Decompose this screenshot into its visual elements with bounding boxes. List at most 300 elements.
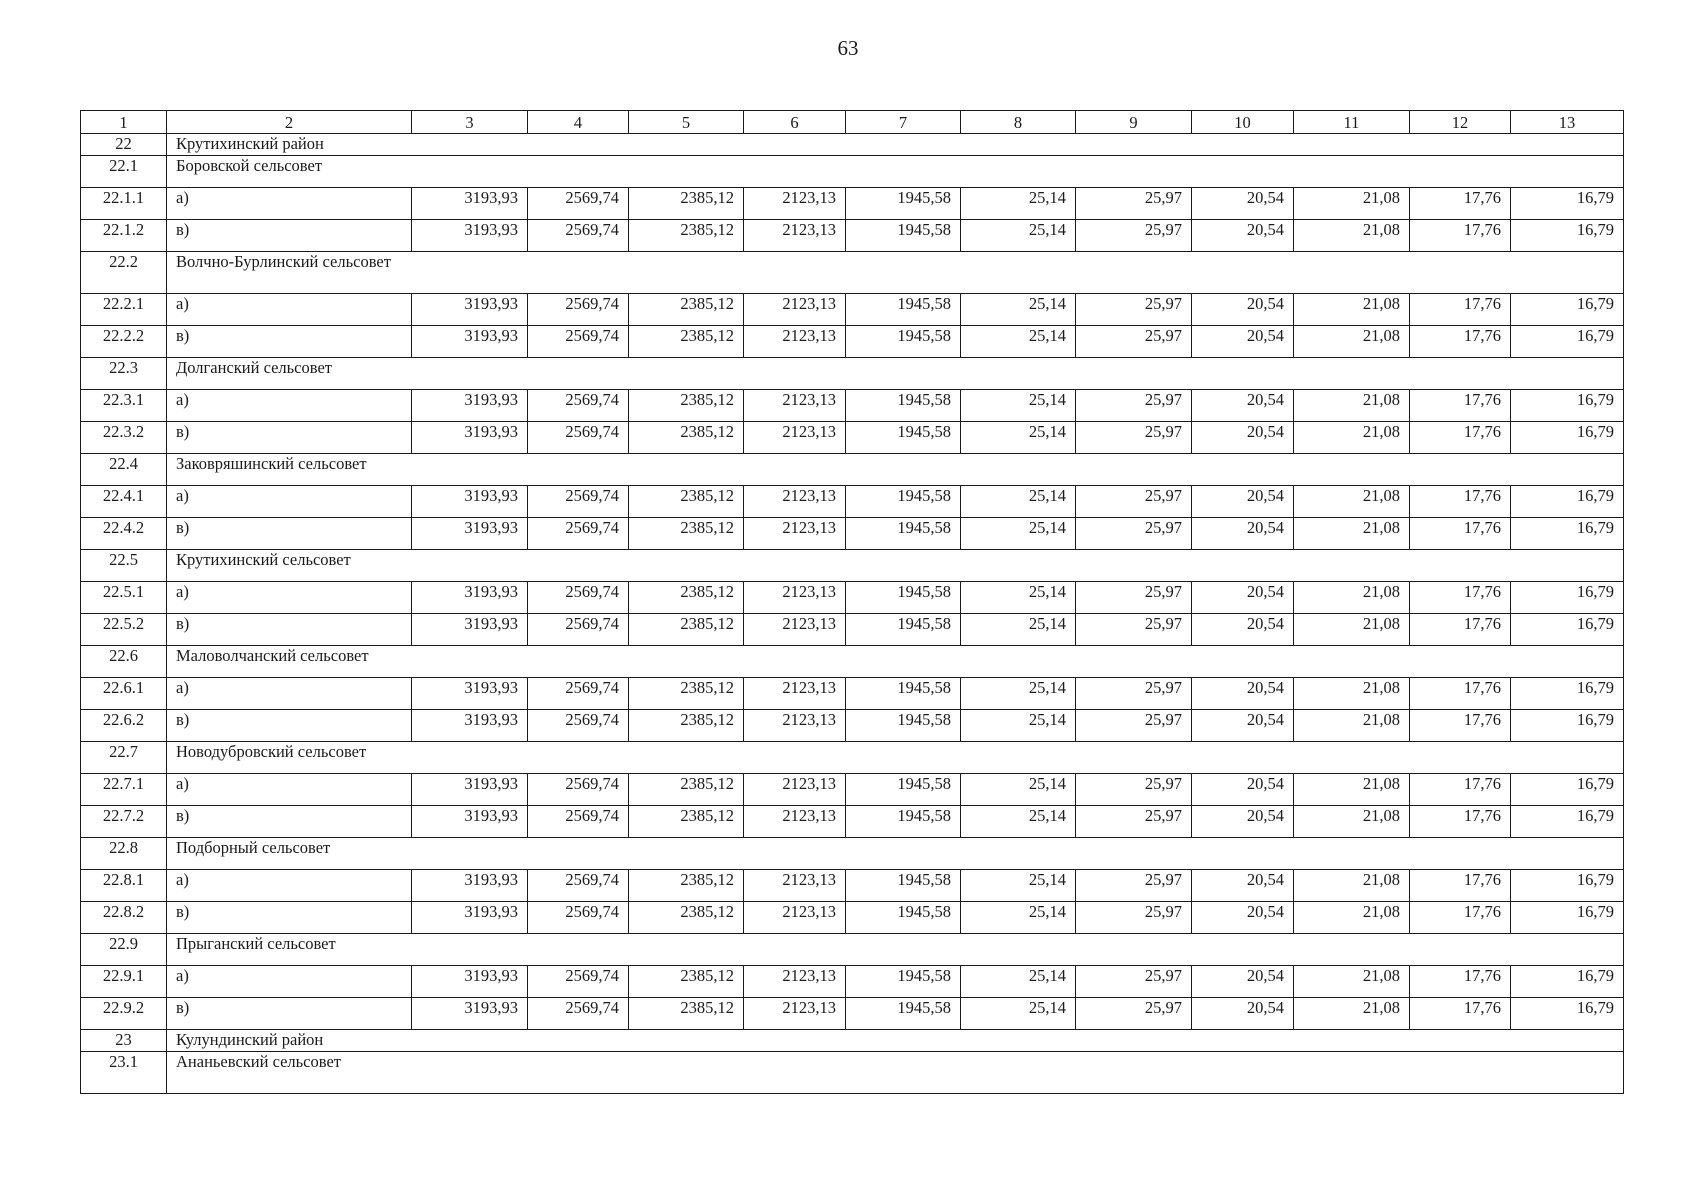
value-cell: 17,76 (1410, 390, 1511, 422)
value-cell: 17,76 (1410, 220, 1511, 252)
data-row (81, 582, 1624, 614)
value-cell: 16,79 (1511, 678, 1624, 710)
value-cell: 17,76 (1410, 614, 1511, 646)
council-name-cell: Боровской сельсовет (167, 156, 1624, 188)
council-row (81, 838, 1624, 870)
council-row (81, 1052, 1624, 1094)
row-number-cell: 22.3 (81, 358, 167, 390)
value-cell: 20,54 (1192, 806, 1294, 838)
value-cell: 16,79 (1511, 966, 1624, 998)
column-number-cell: 9 (1076, 111, 1192, 134)
row-number-cell: 22.2.1 (81, 294, 167, 326)
value-cell: 21,08 (1294, 486, 1410, 518)
council-name-cell: Крутихинский сельсовет (167, 550, 1624, 582)
value-cell: 25,97 (1076, 998, 1192, 1030)
value-cell: 2385,12 (629, 294, 744, 326)
value-cell: 25,97 (1076, 678, 1192, 710)
value-cell: 25,14 (961, 614, 1076, 646)
value-cell: 2123,13 (744, 486, 846, 518)
value-cell: 1945,58 (846, 294, 961, 326)
value-cell: 20,54 (1192, 710, 1294, 742)
data-row (81, 806, 1624, 838)
value-cell: 17,76 (1410, 518, 1511, 550)
value-cell: 20,54 (1192, 678, 1294, 710)
value-cell: 17,76 (1410, 870, 1511, 902)
data-row (81, 678, 1624, 710)
value-cell: 2123,13 (744, 188, 846, 220)
value-cell: 25,97 (1076, 870, 1192, 902)
value-cell: 25,14 (961, 294, 1076, 326)
value-cell: 2569,74 (528, 486, 629, 518)
value-cell: 20,54 (1192, 486, 1294, 518)
value-cell: 1945,58 (846, 774, 961, 806)
value-cell: 2385,12 (629, 390, 744, 422)
value-cell: 3193,93 (412, 294, 528, 326)
tariff-table (80, 110, 1624, 1094)
row-number-cell: 22.5.2 (81, 614, 167, 646)
value-cell: 1945,58 (846, 998, 961, 1030)
row-number-cell: 22.2.2 (81, 326, 167, 358)
value-cell: 3193,93 (412, 486, 528, 518)
value-cell: 2123,13 (744, 390, 846, 422)
column-number-cell: 11 (1294, 111, 1410, 134)
variant-label-cell: в) (167, 998, 412, 1030)
row-number-cell: 22.1 (81, 156, 167, 188)
value-cell: 2569,74 (528, 582, 629, 614)
column-number-cell: 10 (1192, 111, 1294, 134)
value-cell: 20,54 (1192, 294, 1294, 326)
value-cell: 2385,12 (629, 774, 744, 806)
data-row (81, 390, 1624, 422)
value-cell: 20,54 (1192, 966, 1294, 998)
row-number-cell: 22.2 (81, 252, 167, 294)
value-cell: 16,79 (1511, 486, 1624, 518)
value-cell: 16,79 (1511, 998, 1624, 1030)
value-cell: 20,54 (1192, 220, 1294, 252)
column-number-cell: 2 (167, 111, 412, 134)
value-cell: 25,14 (961, 902, 1076, 934)
value-cell: 20,54 (1192, 998, 1294, 1030)
value-cell: 25,97 (1076, 188, 1192, 220)
variant-label-cell: а) (167, 390, 412, 422)
value-cell: 3193,93 (412, 422, 528, 454)
value-cell: 2569,74 (528, 998, 629, 1030)
value-cell: 3193,93 (412, 518, 528, 550)
column-number-cell: 4 (528, 111, 629, 134)
value-cell: 21,08 (1294, 390, 1410, 422)
value-cell: 17,76 (1410, 326, 1511, 358)
column-number-cell: 12 (1410, 111, 1511, 134)
value-cell: 20,54 (1192, 774, 1294, 806)
value-cell: 2569,74 (528, 806, 629, 838)
value-cell: 2569,74 (528, 870, 629, 902)
value-cell: 20,54 (1192, 902, 1294, 934)
variant-label-cell: а) (167, 678, 412, 710)
value-cell: 2123,13 (744, 710, 846, 742)
value-cell: 3193,93 (412, 390, 528, 422)
council-row (81, 358, 1624, 390)
value-cell: 2123,13 (744, 422, 846, 454)
value-cell: 21,08 (1294, 188, 1410, 220)
value-cell: 2385,12 (629, 188, 744, 220)
council-row (81, 252, 1624, 294)
variant-label-cell: а) (167, 188, 412, 220)
value-cell: 16,79 (1511, 390, 1624, 422)
value-cell: 25,97 (1076, 422, 1192, 454)
value-cell: 3193,93 (412, 188, 528, 220)
value-cell: 3193,93 (412, 902, 528, 934)
data-row (81, 998, 1624, 1030)
value-cell: 3193,93 (412, 678, 528, 710)
column-number-cell: 13 (1511, 111, 1624, 134)
row-number-cell: 22.6.1 (81, 678, 167, 710)
data-row (81, 326, 1624, 358)
value-cell: 20,54 (1192, 188, 1294, 220)
value-cell: 25,14 (961, 870, 1076, 902)
value-cell: 3193,93 (412, 998, 528, 1030)
value-cell: 16,79 (1511, 870, 1624, 902)
council-row (81, 646, 1624, 678)
value-cell: 3193,93 (412, 966, 528, 998)
value-cell: 17,76 (1410, 902, 1511, 934)
council-name-cell: Ананьевский сельсовет (167, 1052, 1624, 1094)
row-number-cell: 22.1.2 (81, 220, 167, 252)
value-cell: 21,08 (1294, 774, 1410, 806)
value-cell: 21,08 (1294, 998, 1410, 1030)
row-number-cell: 22.4.2 (81, 518, 167, 550)
value-cell: 1945,58 (846, 966, 961, 998)
value-cell: 25,97 (1076, 710, 1192, 742)
data-row (81, 422, 1624, 454)
value-cell: 2385,12 (629, 998, 744, 1030)
row-number-cell: 22.3.2 (81, 422, 167, 454)
data-row (81, 966, 1624, 998)
value-cell: 3193,93 (412, 614, 528, 646)
value-cell: 2123,13 (744, 806, 846, 838)
row-number-cell: 22.5.1 (81, 582, 167, 614)
value-cell: 2123,13 (744, 220, 846, 252)
row-number-cell: 23.1 (81, 1052, 167, 1094)
value-cell: 20,54 (1192, 582, 1294, 614)
value-cell: 21,08 (1294, 294, 1410, 326)
value-cell: 25,14 (961, 774, 1076, 806)
data-row (81, 902, 1624, 934)
value-cell: 16,79 (1511, 422, 1624, 454)
value-cell: 2385,12 (629, 806, 744, 838)
value-cell: 25,97 (1076, 966, 1192, 998)
value-cell: 16,79 (1511, 710, 1624, 742)
value-cell: 1945,58 (846, 220, 961, 252)
value-cell: 16,79 (1511, 902, 1624, 934)
value-cell: 1945,58 (846, 870, 961, 902)
row-number-cell: 22.8.1 (81, 870, 167, 902)
value-cell: 25,14 (961, 678, 1076, 710)
value-cell: 17,76 (1410, 774, 1511, 806)
value-cell: 16,79 (1511, 188, 1624, 220)
value-cell: 21,08 (1294, 870, 1410, 902)
page-number: 63 (837, 36, 859, 60)
value-cell: 20,54 (1192, 422, 1294, 454)
value-cell: 2569,74 (528, 188, 629, 220)
value-cell: 2385,12 (629, 870, 744, 902)
column-number-cell: 6 (744, 111, 846, 134)
value-cell: 2569,74 (528, 902, 629, 934)
value-cell: 17,76 (1410, 998, 1511, 1030)
value-cell: 3193,93 (412, 220, 528, 252)
council-name-cell: Новодубровский сельсовет (167, 742, 1624, 774)
value-cell: 2123,13 (744, 294, 846, 326)
data-row (81, 870, 1624, 902)
value-cell: 25,14 (961, 188, 1076, 220)
council-row (81, 156, 1624, 188)
value-cell: 16,79 (1511, 614, 1624, 646)
row-number-cell: 22.7.1 (81, 774, 167, 806)
value-cell: 21,08 (1294, 614, 1410, 646)
value-cell: 2569,74 (528, 220, 629, 252)
variant-label-cell: в) (167, 902, 412, 934)
row-number-cell: 22.6 (81, 646, 167, 678)
column-number-row (81, 111, 1624, 134)
data-row (81, 774, 1624, 806)
value-cell: 1945,58 (846, 486, 961, 518)
value-cell: 17,76 (1410, 806, 1511, 838)
value-cell: 2569,74 (528, 678, 629, 710)
variant-label-cell: в) (167, 422, 412, 454)
value-cell: 21,08 (1294, 220, 1410, 252)
value-cell: 25,97 (1076, 614, 1192, 646)
value-cell: 2123,13 (744, 518, 846, 550)
row-number-cell: 22.6.2 (81, 710, 167, 742)
value-cell: 25,14 (961, 390, 1076, 422)
value-cell: 2123,13 (744, 774, 846, 806)
value-cell: 1945,58 (846, 806, 961, 838)
council-name-cell: Прыганский сельсовет (167, 934, 1624, 966)
value-cell: 17,76 (1410, 582, 1511, 614)
value-cell: 20,54 (1192, 326, 1294, 358)
variant-label-cell: а) (167, 294, 412, 326)
value-cell: 1945,58 (846, 518, 961, 550)
value-cell: 2569,74 (528, 710, 629, 742)
value-cell: 2569,74 (528, 326, 629, 358)
variant-label-cell: а) (167, 870, 412, 902)
value-cell: 2385,12 (629, 902, 744, 934)
value-cell: 21,08 (1294, 422, 1410, 454)
value-cell: 16,79 (1511, 326, 1624, 358)
district-name-cell: Крутихинский район (167, 134, 1624, 156)
value-cell: 17,76 (1410, 966, 1511, 998)
row-number-cell: 22.7.2 (81, 806, 167, 838)
council-row (81, 550, 1624, 582)
value-cell: 25,97 (1076, 518, 1192, 550)
value-cell: 17,76 (1410, 486, 1511, 518)
variant-label-cell: в) (167, 220, 412, 252)
value-cell: 16,79 (1511, 582, 1624, 614)
value-cell: 25,14 (961, 998, 1076, 1030)
value-cell: 2569,74 (528, 774, 629, 806)
value-cell: 2385,12 (629, 582, 744, 614)
value-cell: 1945,58 (846, 614, 961, 646)
variant-label-cell: а) (167, 582, 412, 614)
value-cell: 25,97 (1076, 582, 1192, 614)
council-row (81, 454, 1624, 486)
value-cell: 25,97 (1076, 774, 1192, 806)
value-cell: 3193,93 (412, 774, 528, 806)
value-cell: 17,76 (1410, 710, 1511, 742)
value-cell: 2385,12 (629, 486, 744, 518)
value-cell: 20,54 (1192, 870, 1294, 902)
value-cell: 2385,12 (629, 326, 744, 358)
variant-label-cell: а) (167, 966, 412, 998)
row-number-cell: 22.9.2 (81, 998, 167, 1030)
value-cell: 25,97 (1076, 326, 1192, 358)
data-row (81, 486, 1624, 518)
row-number-cell: 22.5 (81, 550, 167, 582)
row-number-cell: 22.4.1 (81, 486, 167, 518)
value-cell: 17,76 (1410, 294, 1511, 326)
value-cell: 1945,58 (846, 678, 961, 710)
variant-label-cell: в) (167, 518, 412, 550)
value-cell: 3193,93 (412, 582, 528, 614)
council-name-cell: Волчно-Бурлинский сельсовет (167, 252, 1624, 294)
value-cell: 2123,13 (744, 326, 846, 358)
column-number-cell: 5 (629, 111, 744, 134)
row-number-cell: 22.3.1 (81, 390, 167, 422)
value-cell: 2385,12 (629, 710, 744, 742)
value-cell: 2123,13 (744, 614, 846, 646)
council-row (81, 934, 1624, 966)
value-cell: 25,14 (961, 806, 1076, 838)
value-cell: 2385,12 (629, 966, 744, 998)
row-number-cell: 22.1.1 (81, 188, 167, 220)
value-cell: 20,54 (1192, 518, 1294, 550)
value-cell: 21,08 (1294, 902, 1410, 934)
value-cell: 25,14 (961, 966, 1076, 998)
value-cell: 25,97 (1076, 486, 1192, 518)
council-name-cell: Маловолчанский сельсовет (167, 646, 1624, 678)
value-cell: 2569,74 (528, 614, 629, 646)
row-number-cell: 22.7 (81, 742, 167, 774)
data-row (81, 710, 1624, 742)
row-number-cell: 22 (81, 134, 167, 156)
value-cell: 17,76 (1410, 422, 1511, 454)
variant-label-cell: в) (167, 614, 412, 646)
column-number-cell: 3 (412, 111, 528, 134)
value-cell: 1945,58 (846, 902, 961, 934)
value-cell: 2123,13 (744, 582, 846, 614)
variant-label-cell: в) (167, 326, 412, 358)
row-number-cell: 22.9 (81, 934, 167, 966)
value-cell: 17,76 (1410, 678, 1511, 710)
data-row (81, 188, 1624, 220)
value-cell: 3193,93 (412, 870, 528, 902)
district-row (81, 134, 1624, 156)
value-cell: 21,08 (1294, 806, 1410, 838)
data-row (81, 294, 1624, 326)
value-cell: 16,79 (1511, 518, 1624, 550)
value-cell: 3193,93 (412, 326, 528, 358)
value-cell: 25,97 (1076, 806, 1192, 838)
value-cell: 2385,12 (629, 518, 744, 550)
value-cell: 25,14 (961, 220, 1076, 252)
value-cell: 21,08 (1294, 582, 1410, 614)
value-cell: 1945,58 (846, 422, 961, 454)
value-cell: 2123,13 (744, 998, 846, 1030)
value-cell: 16,79 (1511, 294, 1624, 326)
value-cell: 20,54 (1192, 390, 1294, 422)
column-number-cell: 1 (81, 111, 167, 134)
value-cell: 21,08 (1294, 710, 1410, 742)
value-cell: 21,08 (1294, 966, 1410, 998)
value-cell: 21,08 (1294, 326, 1410, 358)
value-cell: 1945,58 (846, 326, 961, 358)
value-cell: 1945,58 (846, 710, 961, 742)
value-cell: 2569,74 (528, 294, 629, 326)
value-cell: 25,97 (1076, 220, 1192, 252)
value-cell: 2569,74 (528, 390, 629, 422)
value-cell: 21,08 (1294, 678, 1410, 710)
column-number-cell: 7 (846, 111, 961, 134)
variant-label-cell: а) (167, 486, 412, 518)
column-number-cell: 8 (961, 111, 1076, 134)
data-row (81, 220, 1624, 252)
value-cell: 25,14 (961, 710, 1076, 742)
value-cell: 17,76 (1410, 188, 1511, 220)
value-cell: 2385,12 (629, 422, 744, 454)
table-body (81, 111, 1624, 1094)
value-cell: 25,14 (961, 518, 1076, 550)
value-cell: 2569,74 (528, 966, 629, 998)
value-cell: 21,08 (1294, 518, 1410, 550)
value-cell: 2123,13 (744, 678, 846, 710)
district-row (81, 1030, 1624, 1052)
value-cell: 16,79 (1511, 806, 1624, 838)
value-cell: 25,97 (1076, 390, 1192, 422)
value-cell: 2385,12 (629, 220, 744, 252)
data-row (81, 614, 1624, 646)
value-cell: 2385,12 (629, 678, 744, 710)
value-cell: 2385,12 (629, 614, 744, 646)
value-cell: 25,97 (1076, 294, 1192, 326)
variant-label-cell: в) (167, 806, 412, 838)
value-cell: 25,14 (961, 326, 1076, 358)
variant-label-cell: в) (167, 710, 412, 742)
value-cell: 2123,13 (744, 870, 846, 902)
council-name-cell: Заковряшинский сельсовет (167, 454, 1624, 486)
value-cell: 1945,58 (846, 188, 961, 220)
value-cell: 3193,93 (412, 806, 528, 838)
value-cell: 2569,74 (528, 518, 629, 550)
value-cell: 1945,58 (846, 582, 961, 614)
value-cell: 16,79 (1511, 774, 1624, 806)
value-cell: 2123,13 (744, 902, 846, 934)
value-cell: 20,54 (1192, 614, 1294, 646)
council-row (81, 742, 1624, 774)
council-name-cell: Долганский сельсовет (167, 358, 1624, 390)
value-cell: 25,97 (1076, 902, 1192, 934)
value-cell: 3193,93 (412, 710, 528, 742)
district-name-cell: Кулундинский район (167, 1030, 1624, 1052)
variant-label-cell: а) (167, 774, 412, 806)
data-row (81, 518, 1624, 550)
council-name-cell: Подборный сельсовет (167, 838, 1624, 870)
value-cell: 25,14 (961, 486, 1076, 518)
value-cell: 25,14 (961, 582, 1076, 614)
row-number-cell: 22.8.2 (81, 902, 167, 934)
value-cell: 1945,58 (846, 390, 961, 422)
row-number-cell: 22.8 (81, 838, 167, 870)
row-number-cell: 23 (81, 1030, 167, 1052)
value-cell: 2123,13 (744, 966, 846, 998)
